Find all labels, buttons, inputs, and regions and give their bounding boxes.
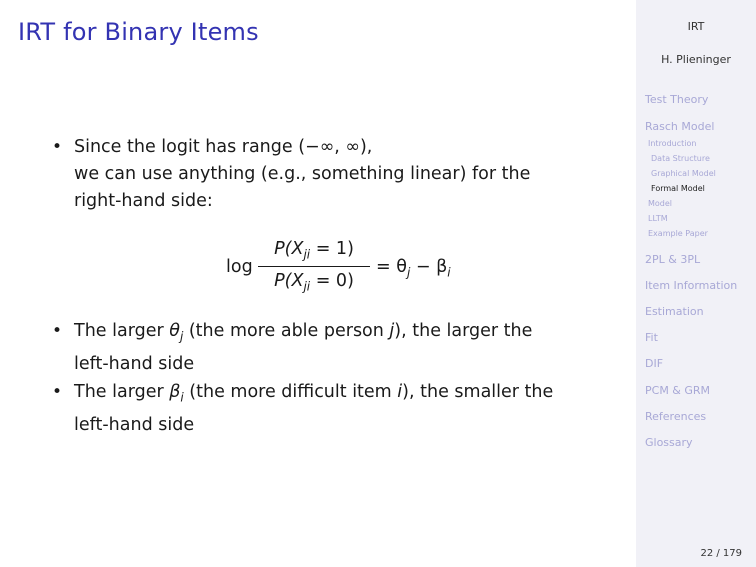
nav-section-item-information[interactable]: Item Information: [645, 279, 738, 292]
nav-section-references[interactable]: References: [645, 410, 707, 423]
nav-section-pcm-grm[interactable]: PCM & GRM: [645, 384, 711, 397]
bullet-theta: [52, 318, 612, 374]
nav-section-glossary[interactable]: Glossary: [645, 436, 693, 449]
nav-sub-example-paper[interactable]: Example Paper: [648, 229, 708, 238]
nav-sub-graphical-model[interactable]: Graphical Model: [651, 169, 716, 178]
eq-numerator: $P(X_{ji} = 1)$: [274, 239, 354, 262]
nav-section-test-theory[interactable]: Test Theory: [645, 93, 709, 106]
bullet-line: we can use anything (e.g., something linear) for the: [74, 164, 531, 184]
nav-section-fit[interactable]: Fit: [645, 331, 658, 344]
bullet-dot: •: [52, 321, 63, 341]
nav-sub-formal-model[interactable]: Formal Model: [651, 184, 705, 193]
nav-section-2pl-3pl[interactable]: 2PL & 3PL: [645, 253, 701, 266]
page-number: 22 / 179: [700, 548, 742, 559]
eq-denominator: $P(X_{ji} = 0)$: [274, 271, 354, 294]
nav-sub-introduction[interactable]: Introduction: [648, 139, 697, 148]
bullet-line: The larger $\theta_j$ (the more able person j), the larger the: [74, 321, 533, 344]
nav-sidebar: [636, 0, 756, 567]
bullet-line: left-hand side: [74, 353, 195, 374]
nav-sub-lltm[interactable]: LLTM: [648, 214, 668, 223]
sidebar-author: H. Plieninger: [661, 53, 731, 66]
nav-section-rasch-model[interactable]: Rasch Model: [645, 120, 715, 133]
bullet-line: The larger $\beta_i$ (the more difficult item i), the smaller the: [74, 382, 554, 405]
bullet-beta: [52, 379, 612, 435]
bullet-line: Since the logit has range (−∞, ∞),: [74, 137, 373, 157]
slide-title: IRT for Binary Items: [18, 18, 259, 46]
nav-sub-data-structure[interactable]: Data Structure: [651, 154, 710, 163]
eq-log: log: [226, 257, 253, 277]
bullet-logit-range: [52, 134, 612, 216]
nav-sub-model[interactable]: Model: [648, 199, 673, 208]
bullet-dot: •: [52, 382, 63, 402]
bullet-line: left-hand side: [74, 414, 195, 435]
eq-rhs: = $\theta_j - \beta_i$: [376, 257, 451, 280]
logit-equation: [226, 236, 486, 300]
sidebar-title: IRT: [687, 20, 705, 33]
bullet-line: right-hand side:: [74, 191, 213, 211]
nav-section-estimation[interactable]: Estimation: [645, 305, 704, 318]
nav-section-dif[interactable]: DIF: [645, 357, 664, 370]
bullet-dot: •: [52, 137, 63, 157]
